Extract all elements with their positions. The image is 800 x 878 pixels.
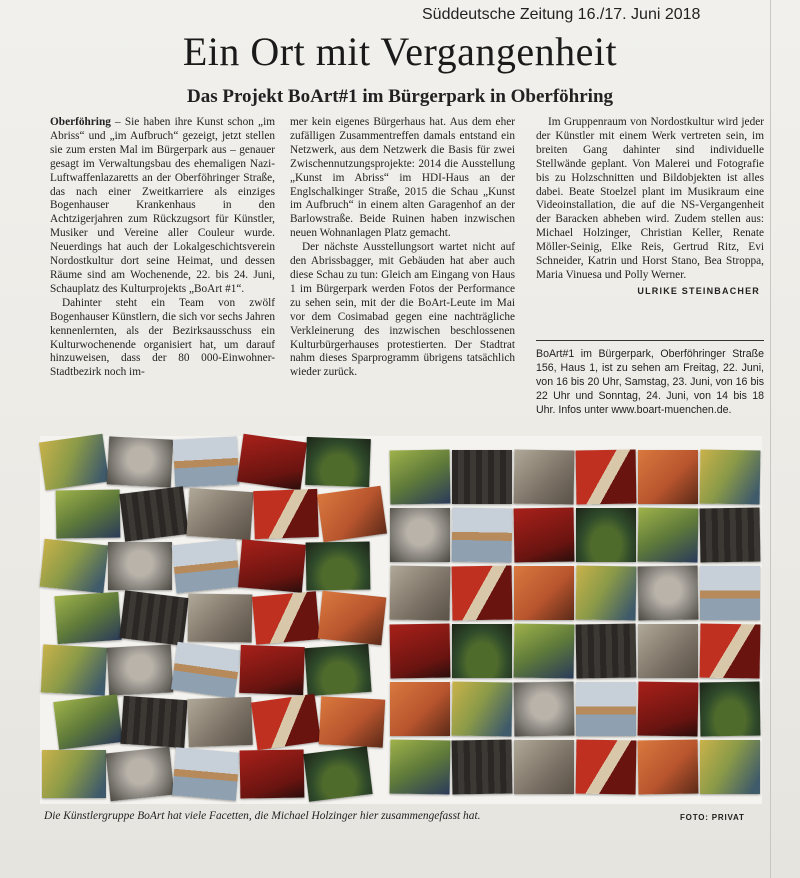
artwork-tile	[119, 590, 188, 645]
artwork-tile	[700, 623, 761, 678]
paragraph-text: – Sie haben ihre Kunst schon „im Abriss“ und „im Aufbruch“ gezeigt, jetzt stellen sie zum ersten Mal im Bürgerpark aus – genauer gesagt im Verwaltungsbau des ehemaligen Nazi-Luftwaffenlazaretts an der Oberföhringer Straße, das nach einer Zweitkarriere als einziges Bogenhauser Krankenhaus in den Achtzigerjahren zum Rückzugsort für Künstler, Musiker und Vereine aller Couleur wurde. Neuerdings hat auch der Lokalgeschichtsverein Nordostkultur dort seine Heimat, und dessen Räume sind am Wochenende, 22. bis 24. Juni, Schauplatz des Kulturprojekts „BoArt #1“.	[50, 116, 275, 295]
artwork-tile	[638, 450, 698, 504]
article-column-3	[536, 116, 764, 299]
artwork-tile	[252, 591, 320, 644]
artwork-tile	[514, 740, 574, 794]
artwork-tile	[638, 739, 699, 794]
artwork-tile	[172, 747, 240, 800]
artwork-tile	[700, 507, 761, 562]
artwork-tile	[119, 486, 188, 541]
paragraph: Dahinter steht ein Team von zwölf Bogenhauser Künstlern, die sich vor sechs Jahren kennenlernten, als der Bezirksausschuss ein Kulturwochenende organisiert hat, um darauf hinzuweisen, dass der 80 000-Einwohner-Stadtbezirk noch im-	[50, 296, 275, 379]
artwork-tile	[576, 682, 636, 736]
artwork-tile	[452, 681, 513, 736]
artwork-tile	[638, 624, 698, 678]
artwork-tile	[120, 696, 187, 748]
artwork-tile	[251, 694, 321, 750]
artwork-tile	[188, 593, 253, 642]
artwork-tile	[306, 541, 371, 590]
artwork-tile	[253, 489, 319, 539]
artwork-tile	[390, 739, 451, 794]
artwork-tile	[576, 565, 637, 620]
headline: Ein Ort mit Vergangenheit	[182, 29, 618, 74]
paragraph: Der nächste Ausstellungsort wartet nicht auf den Abrissbagger, mit Gebäuden hat aber auch diese Schau zu tun: Gleich am Eingang von Haus 1 im Bürgerpark werden Fotos der Performance zu sehen sein, mit der die BoArt-Leute im Mai vor dem Cosimabad gegen eine nachträgliche Verkleinerung des inzwischen beschlossenen Kulturbürgerhauses protestierten. Der Stadtrat nahm dieses Sparprogramm übrigens tatsächlich wieder zurück.	[290, 241, 515, 379]
artwork-tile	[452, 739, 513, 794]
artwork-tile	[390, 682, 450, 736]
artwork-tile	[700, 566, 760, 620]
artwork-tile	[317, 486, 387, 542]
subheadline: Das Projekt BoArt#1 im Bürgerpark in Oberföhring	[186, 86, 614, 107]
artwork-tile	[514, 566, 574, 620]
artwork-tile	[107, 644, 173, 695]
artwork-tile	[53, 694, 122, 749]
artwork-tile	[54, 592, 121, 644]
dateline: Oberföhring	[50, 116, 111, 128]
artwork-tile	[700, 449, 761, 504]
artwork-tile	[108, 542, 172, 590]
artwork-tile	[390, 565, 451, 620]
page-edge-line	[770, 0, 771, 878]
artwork-tile	[638, 565, 699, 620]
source-line: Süddeutsche Zeitung 16./17. Juni 2018	[422, 6, 701, 23]
artwork-tile	[318, 591, 387, 645]
artwork-tile	[56, 489, 121, 538]
artwork-tile	[452, 624, 512, 678]
artwork-tile	[173, 436, 239, 487]
article-column-2	[290, 116, 515, 380]
artwork-tile	[40, 539, 109, 593]
photo-caption: Die Künstlergruppe BoArt hat viele Facetten, die Michael Holzinger hier zusammengefasst hat.	[44, 810, 481, 822]
artwork-tile	[238, 539, 306, 592]
artwork-tile	[237, 434, 307, 490]
article-column-1	[50, 116, 275, 380]
artwork-tile	[576, 508, 636, 562]
artwork-tile	[514, 681, 575, 736]
paragraph: Im Gruppenraum von Nordostkultur wird jeder der Künstler mit einem Werk vertreten sein, im breiten Gang dahinter sind individuelle Stellwände geplant. Von Malerei und Fotografie bis zu Holzschnitten und Bildobjekten ist alles dabei. Beate Stoelzel plant im Musikraum eine Videoinstallation, die auf die NS-Vergangenheit der Baracken abheben wird. Zudem stellen aus: Michael Holzinger, Christian Keller, Renate Möller-Seinig, Elke Reis, Gertrud Ritz, Evi Schneider, Katrin und Horst Stano, Bea Stroppa, Maria Vinuesa und Polly Werner.	[536, 116, 764, 281]
artwork-collage-photo	[40, 436, 762, 804]
artwork-tile	[305, 437, 371, 487]
artwork-tile	[319, 696, 385, 747]
artwork-tile	[41, 644, 107, 695]
artwork-tile	[514, 623, 575, 678]
artwork-tile	[700, 681, 761, 736]
artwork-tile	[304, 644, 371, 696]
paragraph	[50, 116, 275, 297]
artwork-tile	[390, 449, 451, 504]
artwork-tile	[576, 449, 637, 504]
paragraph: mer kein eigenes Bürgerhaus hat. Aus dem eher zufälligen Zusammentreffen damals entstand ein Netzwerk, aus dem Netzwerk die Basis für zwei Zwischennutzungsprojekte: 2014 die Ausstellung „Kunst im Abriss“ im HDI-Haus an der Englschalkinger Straße, 2015 die Schau „Kunst im Aufbruch“ in einem alten Garagenhof an der Barlowstraße. Beide Ruinen haben inzwischen neuen Wohnanlagen Platz gemacht.	[290, 116, 515, 240]
artwork-tile	[390, 508, 450, 562]
artwork-tile	[452, 507, 513, 562]
artwork-tile	[172, 539, 241, 593]
artwork-tile	[452, 565, 513, 620]
artwork-tile	[42, 750, 106, 798]
artwork-tile	[638, 681, 699, 736]
artwork-tile	[239, 645, 305, 695]
artwork-tile	[576, 623, 637, 678]
artwork-tile	[390, 623, 451, 678]
artwork-tile	[187, 697, 253, 747]
artwork-tile	[39, 434, 109, 490]
infobox-rule	[536, 340, 764, 341]
author-byline: ULRIKE STEINBACHER	[637, 285, 760, 296]
artwork-tile	[107, 436, 173, 487]
artwork-tile	[514, 507, 575, 562]
artwork-tile	[240, 749, 305, 798]
artwork-tile	[303, 746, 372, 801]
artwork-tile	[514, 449, 575, 504]
artwork-tile	[700, 740, 760, 794]
artwork-tile	[638, 507, 699, 562]
artwork-tile	[171, 642, 241, 698]
artwork-tile	[576, 739, 637, 794]
artwork-tile	[452, 450, 512, 504]
artwork-tile	[106, 747, 175, 801]
event-infobox: BoArt#1 im Bürgerpark, Oberföhringer Straße 156, Haus 1, ist zu sehen am Freitag, 22. Juni, von 16 bis 20 Uhr, Samstag, 23. Juni, von 16 bis 22 Uhr und Sonntag, 24. Juni, von 14 bis 18 Uhr. Infos unter www.boart-muenchen.de.	[536, 348, 764, 416]
artwork-tile	[186, 488, 253, 540]
photo-credit: FOTO: PRIVAT	[680, 813, 745, 822]
